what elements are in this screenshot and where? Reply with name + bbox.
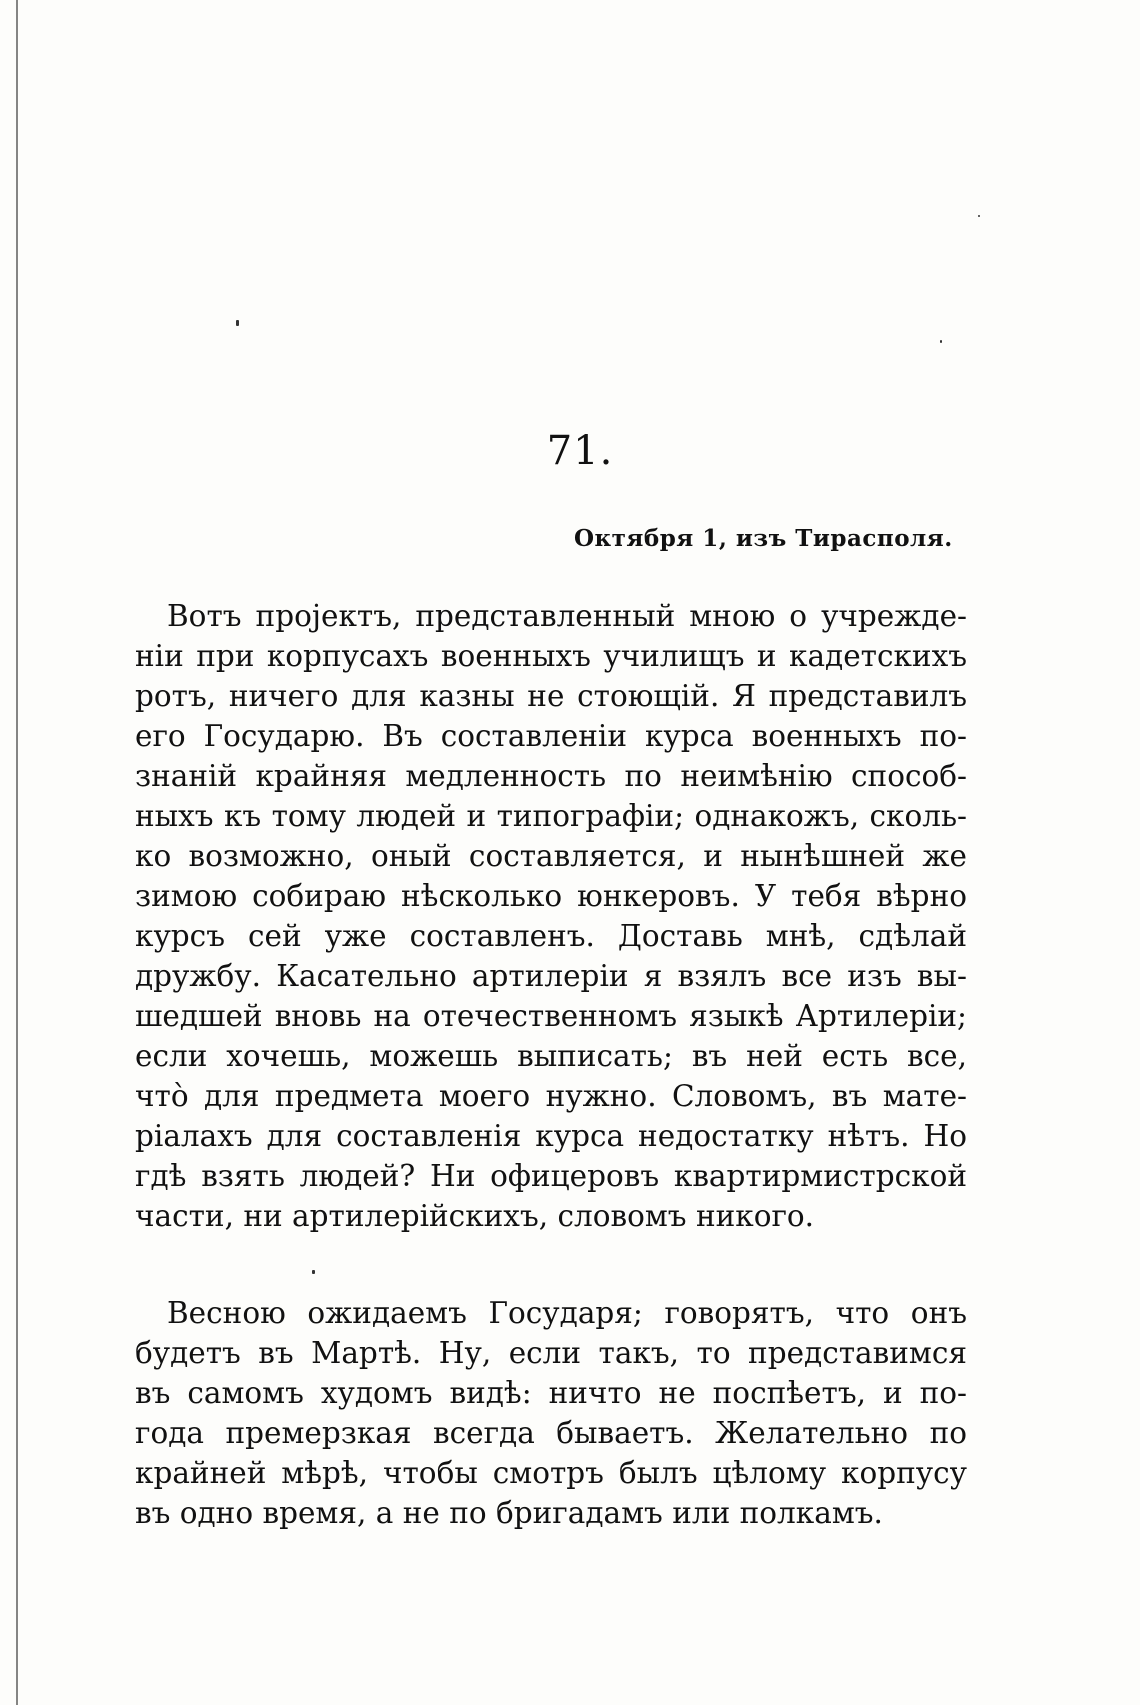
scan-speck [312,1270,315,1274]
text-line: въ одно время, а не по бригадамъ или полкамъ. [135,1496,883,1530]
text-line: ротъ, ничего для казны не стоющiй. Я представилъ [135,679,967,713]
page-edge-line [16,0,18,1705]
text-line: шедшей вновь на отечественномъ языкѣ Артилерiи; [135,999,967,1033]
text-line: части, ни артилерiйскихъ, словомъ никого. [135,1199,815,1233]
text-line: знанiй крайняя медленность по неимѣнiю способ- [135,759,967,793]
text-line: нiи при корпусахъ военныхъ училищъ и кадетскихъ [135,639,967,673]
text-line: Весною ожидаемъ Государя; говорятъ, что онъ [167,1296,967,1330]
text-line: Вотъ проjектъ, представленный мною о учрежде- [167,599,967,633]
text-line: что̀ для предмета моего нужно. Словомъ, въ мате- [135,1079,967,1113]
scan-speck [236,320,239,326]
text-line: крайней мѣрѣ, чтобы смотръ былъ цѣлому корпусу [135,1456,967,1490]
text-line: если хочешь, можешь выписать; въ ней есть все, [135,1039,967,1073]
letter-dateline: Октября 1, изъ Тирасполя. [574,525,953,552]
text-line: курсъ сей уже составленъ. Доставь мнѣ, сдѣлай [135,919,967,953]
text-line: ко возможно, оный составляется, и нынѣшней же [135,839,967,873]
text-line: года премерзкая всегда бываетъ. Желательно по [135,1416,967,1450]
text-line: гдѣ взять людей? Ни офицеровъ квартирмистрской [135,1159,967,1193]
page-number: 71. [546,428,614,474]
paragraph [135,596,967,1236]
paragraph [135,1293,967,1533]
scan-speck [978,215,980,217]
text-line: ныхъ къ тому людей и типографiи; однакожъ, сколь- [135,799,967,833]
text-line: будетъ въ Мартѣ. Ну, если такъ, то представимся [135,1336,967,1370]
text-line: въ самомъ худомъ видѣ: ничто не поспѣетъ, и по- [135,1376,967,1410]
text-line: его Государю. Въ составленiи курса военныхъ по- [135,719,967,753]
text-line: зимою собираю нѣсколько юнкеровъ. У тебя вѣрно [135,879,967,913]
scan-speck [940,340,942,343]
text-line: рiалахъ для составленiя курса недостатку нѣтъ. Но [135,1119,967,1153]
text-line: дружбу. Касательно артилерiи я взялъ все изъ вы- [135,959,967,993]
